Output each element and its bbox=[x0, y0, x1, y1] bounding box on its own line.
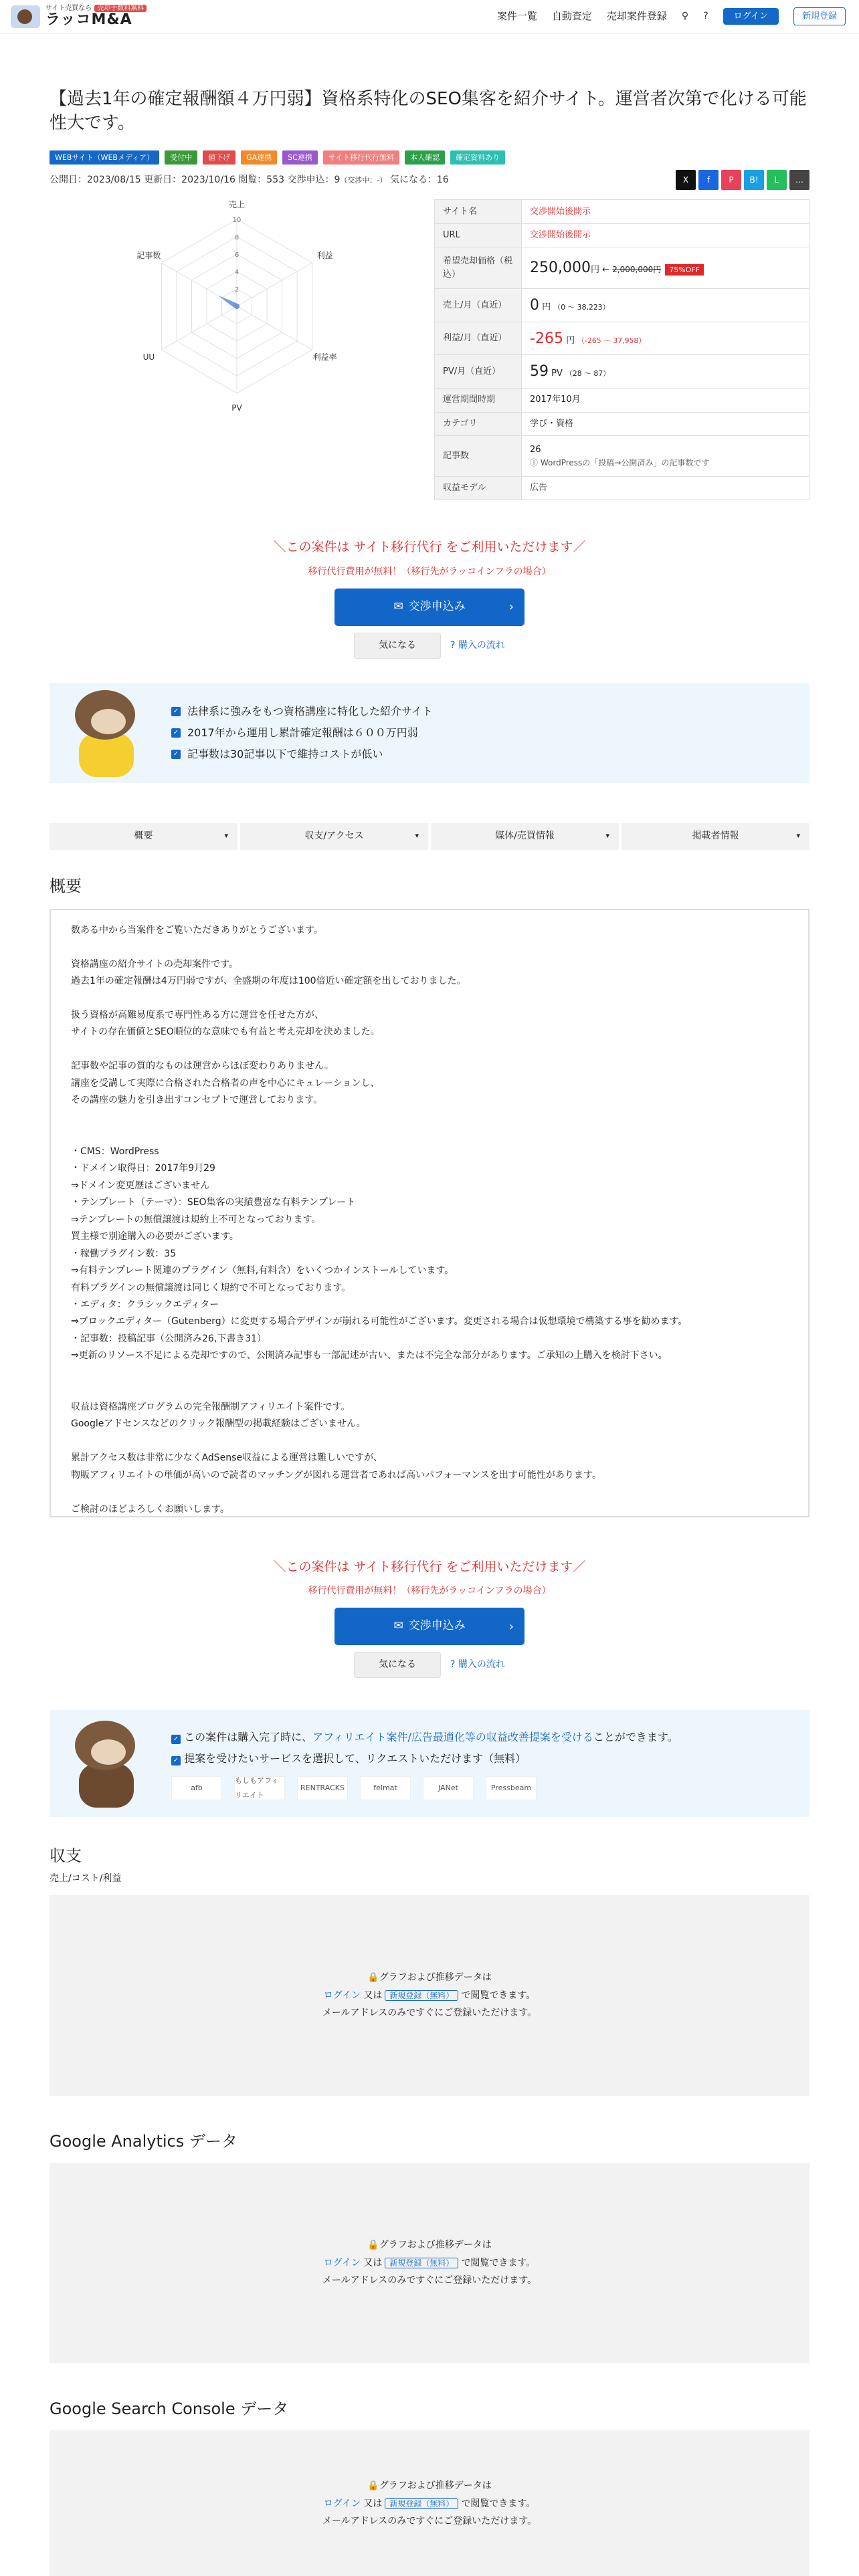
listing-meta bbox=[50, 173, 449, 187]
nav-auto-appraisal[interactable]: 自動査定 bbox=[551, 10, 592, 23]
updated-date: 更新日：2023/10/16 bbox=[144, 174, 235, 185]
metric-range: （28 〜 87） bbox=[565, 369, 610, 379]
x-icon[interactable]: X bbox=[676, 170, 696, 190]
gated-text: グラフおよび推移データは bbox=[379, 2480, 492, 2492]
unit: 円 bbox=[566, 335, 575, 346]
migration-note: 移行代行費用が無料！（移行先がラッコインフラの場合） bbox=[308, 1586, 551, 1597]
tab-revenue-access[interactable] bbox=[240, 823, 428, 850]
search-console-section bbox=[50, 2397, 809, 2576]
nav-listings[interactable]: 案件一覧 bbox=[496, 10, 537, 23]
register-button[interactable]: 新規登録 bbox=[793, 7, 846, 26]
check-icon: ✓ bbox=[171, 728, 181, 738]
tag-badge: 受付中 bbox=[165, 150, 197, 165]
tag-badge: SC連携 bbox=[282, 150, 318, 165]
tab-label: 概要 bbox=[134, 831, 153, 842]
proposal-line bbox=[171, 1748, 678, 1769]
section-title: Google Search Console データ bbox=[50, 2399, 289, 2419]
logo-badge: 売却手数料無料 bbox=[94, 5, 147, 12]
old-price: 2,000,000円 bbox=[612, 265, 662, 275]
lock-icon: 🔒 bbox=[367, 1972, 379, 1983]
gated-chart bbox=[50, 1895, 809, 2096]
overview-text: 数ある中から当案件をご覧いただきありがとうございます。 資格講座の紹介サイトの売却案件です。 過去1年の確定報酬は4万円弱ですが、全盛期の年度は100倍近い確定額を出しておりました。 扱う資格が高難易度系で専門性ある方に運営を任せた方が、 サイトの存在価値とSEO順位的な意味でも有益と考え売却を決めました。 記事数や記事の質的なものは運営からほぼ変わりありません。 講座を受講して実際に合格された合格者の声を中心にキュレーションし、 その講座の魅力を引き出すコンセプトで運営しております。 ・CMS：WordPress ・ドメイン取得日：2017年9月29 ⇒ドメイン変更歴はございません ・テンプレート（テーマ）：SEO集客の実績豊富な有料テンプレート ⇒テンプレートの無償譲渡は規約上不可となっております。 買主様で別途購入の必要がございます。 ・稼働プラグイン数：35 ⇒有料テンプレート関連のプラグイン（無料,有料含）をいくつかインストールしています。 有料プラグインの無償譲渡は同じく規約で不可となっております。 ・エディタ：クラシックエディター ⇒ブロックエディター（Gutenberg）に変更する場合デザインが崩れる可能性がございます。変更される場合は仮想環境で構築する事を勧めます。 ・記事数：投稿記事（公開済み26,下書き31） ⇒更新のリソース不足による売却ですので、公開済み記事も一部記述が古い、または不完全な部分があります。ご承知の上購入を検討下さい。 収益は資格講座プログラムの完全報酬制アフィリエイト案件です。 Googleアドセンスなどのクリック報酬型の掲載経験はございません。 累計アクセス数は非常に少なくAdSense収益による運営は難しいですが、 物販アフィリエイトの単価が高いので読者のマッチングが図れる運営者であれば高いパフォーマンスを出す可能性があります。 ご検討のほどよろしくお願いします。 bbox=[71, 924, 688, 1515]
spec-value bbox=[522, 322, 809, 355]
tab-overview[interactable] bbox=[50, 823, 237, 850]
cta-block bbox=[50, 538, 809, 659]
tag-list bbox=[50, 150, 809, 165]
radar-axis-label: 利益 bbox=[316, 251, 333, 261]
radar-axis-label: PV bbox=[231, 403, 242, 413]
gated-text: メールアドレスのみですぐにご登録いただけます。 bbox=[322, 2008, 537, 2019]
revenue-section bbox=[50, 1844, 809, 2096]
unit: PV bbox=[551, 368, 563, 379]
purchase-flow-label: 購入の流れ bbox=[458, 1659, 505, 1671]
value-text: 交渉開始後開示 bbox=[530, 206, 591, 217]
feature-item bbox=[171, 744, 433, 765]
radar-axis-label: 売上 bbox=[228, 200, 246, 210]
spec-row bbox=[435, 200, 809, 224]
proposal-text: 提案を受けたいサービスを選択して、リクエストいただけます（無料） bbox=[184, 1752, 527, 1765]
share-buttons bbox=[676, 170, 809, 190]
asp-logo: afb bbox=[171, 1776, 222, 1800]
check-icon: ✓ bbox=[171, 707, 181, 716]
migration-banner: ＼この案件は サイト移行代行 をご利用いただけます／ bbox=[273, 1559, 586, 1574]
gated-text: 又は bbox=[363, 2257, 383, 2268]
gated-text: で閲覧できます。 bbox=[461, 1990, 536, 2001]
spec-value bbox=[522, 476, 809, 500]
analytics-section bbox=[50, 2129, 809, 2363]
spec-value bbox=[522, 388, 809, 412]
spec-key: URL bbox=[435, 223, 522, 247]
radar-tick-label: 4 bbox=[234, 269, 240, 277]
metric-range: （0 〜 38,223） bbox=[553, 303, 610, 312]
favorite-button[interactable]: 気になる bbox=[354, 633, 441, 659]
info-icon: ⓘ bbox=[530, 457, 539, 467]
negotiate-button[interactable] bbox=[335, 588, 524, 626]
check-icon: ✓ bbox=[171, 1756, 181, 1765]
check-icon: ✓ bbox=[171, 750, 181, 759]
section-tabs bbox=[50, 823, 809, 850]
gated-text: メールアドレスのみですぐにご登録いただけます。 bbox=[322, 2275, 537, 2286]
lock-icon: 🔒 bbox=[367, 2240, 379, 2251]
discount-badge: 75%OFF bbox=[665, 264, 704, 276]
value-text: 広告 bbox=[530, 483, 548, 494]
gated-text: 又は bbox=[363, 1990, 383, 2001]
logo-mascot-icon bbox=[11, 5, 40, 28]
section-subtitle: 売上/コスト/利益 bbox=[50, 1873, 122, 1885]
more-icon[interactable]: … bbox=[789, 170, 809, 190]
price-value: 250,000 bbox=[530, 259, 591, 277]
spec-key: カテゴリ bbox=[435, 412, 522, 436]
negotiate-button[interactable] bbox=[335, 1608, 524, 1645]
features-box bbox=[50, 683, 809, 783]
proposal-text: ことができます。 bbox=[593, 1731, 678, 1744]
chevron-down-icon: ▾ bbox=[796, 831, 800, 841]
spec-row bbox=[435, 388, 809, 412]
tab-label: 掲載者情報 bbox=[692, 831, 739, 842]
gated-text: グラフおよび推移データは bbox=[379, 1972, 492, 1983]
proposal-link[interactable]: アフィリエイト案件/広告最適化等の収益改善提案を受ける bbox=[312, 1731, 593, 1744]
check-icon: ✓ bbox=[171, 1735, 181, 1744]
value-text: 2017年10月 bbox=[530, 395, 581, 405]
tag-badge: WEBサイト（WEBメディア） bbox=[50, 150, 159, 165]
improvement-proposal-box bbox=[50, 1710, 809, 1817]
question-icon: ? bbox=[450, 639, 456, 651]
radar-tick-label: 8 bbox=[234, 234, 240, 242]
spec-key: 売上/月（直近） bbox=[435, 289, 522, 322]
metric-range: （-265 〜 37,958） bbox=[577, 336, 646, 345]
spec-value bbox=[522, 355, 809, 389]
gated-text: メールアドレスのみですぐにご登録いただけます。 bbox=[322, 2516, 537, 2527]
logo-tagline: サイト売買なら bbox=[45, 4, 92, 12]
feature-item bbox=[171, 722, 433, 744]
logo-name: ラッコM&A bbox=[45, 11, 132, 28]
spec-key: PV/月（直近） bbox=[435, 355, 522, 389]
site-logo[interactable] bbox=[11, 5, 147, 29]
mascot-otter-icon bbox=[62, 686, 155, 780]
radar-spoke bbox=[234, 263, 312, 306]
radar-spoke bbox=[237, 306, 312, 350]
tag-badge: 本人確認 bbox=[405, 150, 445, 165]
migration-banner: ＼この案件は サイト移行代行 をご利用いただけます／ bbox=[273, 540, 586, 555]
question-icon: ? bbox=[450, 1659, 456, 1671]
gated-text: で閲覧できます。 bbox=[461, 2498, 536, 2509]
feature-text: 法律系に強みをもつ資格講座に特化した紹介サイト bbox=[187, 704, 433, 718]
spec-key: 収益モデル bbox=[435, 476, 522, 500]
gated-chart bbox=[50, 2163, 809, 2363]
login-button[interactable]: ログイン bbox=[723, 8, 779, 25]
login-link[interactable]: ログイン bbox=[323, 1990, 361, 2001]
radar-tick-label: 2 bbox=[234, 286, 240, 294]
gated-text: グラフおよび推移データは bbox=[379, 2240, 492, 2251]
metrics-radar-chart bbox=[50, 199, 421, 500]
asp-logo: RENTRACKS bbox=[297, 1776, 348, 1800]
register-link[interactable]: 新規登録（無料） bbox=[385, 2498, 458, 2509]
metric-value: 0 bbox=[530, 297, 540, 314]
purchase-flow-link[interactable] bbox=[450, 1658, 505, 1672]
login-link[interactable]: ログイン bbox=[323, 2257, 361, 2268]
value-text: 交渉開始後開示 bbox=[530, 230, 591, 241]
spec-row bbox=[435, 322, 809, 355]
proposal-text: この案件は購入完了時に、 bbox=[184, 1731, 313, 1744]
spec-row bbox=[435, 289, 809, 322]
negotiating-count: （交渉中：-） bbox=[340, 175, 387, 185]
lock-icon: 🔒 bbox=[367, 2480, 379, 2492]
line-icon[interactable]: L bbox=[767, 170, 787, 190]
spec-value bbox=[522, 436, 809, 476]
tab-seller-info[interactable] bbox=[622, 823, 809, 850]
spec-value bbox=[522, 223, 809, 247]
section-title: 収支 bbox=[50, 1846, 82, 1866]
tag-badge: 値下げ bbox=[203, 150, 235, 165]
chevron-down-icon: ▾ bbox=[605, 831, 609, 841]
nav-register-sale[interactable]: 売却案件登録 bbox=[606, 10, 667, 23]
favorite-button[interactable]: 気になる bbox=[354, 1652, 441, 1678]
spec-row bbox=[435, 412, 809, 436]
tag-badge: 確定資料あり bbox=[450, 150, 505, 165]
chevron-down-icon: ▾ bbox=[224, 831, 228, 841]
register-link[interactable]: 新規登録（無料） bbox=[385, 2258, 458, 2268]
radar-tick-label: 10 bbox=[232, 217, 242, 225]
negotiate-label: 交渉申込み bbox=[408, 599, 466, 613]
spec-key: 利益/月（直近） bbox=[435, 322, 522, 355]
spec-row bbox=[435, 355, 809, 389]
facebook-icon[interactable]: f bbox=[698, 170, 719, 190]
radar-series-area bbox=[218, 296, 240, 310]
asp-logo: もしもアフィリエイト bbox=[234, 1776, 285, 1800]
hatena-icon[interactable]: B! bbox=[744, 170, 764, 190]
spec-value bbox=[522, 289, 809, 322]
mail-icon: ✉ bbox=[393, 1619, 403, 1633]
spec-key: 希望売却価格（税込） bbox=[435, 247, 522, 289]
spec-key: 記事数 bbox=[435, 436, 522, 476]
spec-key: サイト名 bbox=[435, 200, 522, 224]
cta-block-bottom bbox=[50, 1558, 809, 1679]
negotiate-label: 交渉申込み bbox=[408, 1619, 466, 1633]
spec-value bbox=[522, 200, 809, 224]
chevron-right-icon: › bbox=[508, 600, 514, 615]
tab-label: 収支/アクセス bbox=[304, 831, 364, 842]
value-text: 26 bbox=[530, 445, 541, 455]
pocket-icon[interactable]: P bbox=[721, 170, 741, 190]
overview-heading: 概要 bbox=[50, 876, 82, 895]
favorite-count: 気になる：16 bbox=[389, 174, 449, 185]
mail-icon: ✉ bbox=[393, 599, 403, 613]
page-title: 【過去1年の確定報酬額４万円弱】資格系特化のSEO集客を紹介サイト。運営者次第で化ける可能性大です。 bbox=[50, 89, 807, 134]
feature-text: 記事数は30記事以下で維持コストが低い bbox=[187, 747, 383, 760]
overview-box bbox=[50, 909, 809, 1517]
spec-row bbox=[435, 223, 809, 247]
unit: 円 bbox=[542, 302, 551, 313]
asp-logos bbox=[171, 1776, 678, 1800]
metric-value: 59 bbox=[530, 363, 549, 381]
chevron-down-icon: ▾ bbox=[415, 831, 419, 841]
asp-logo: felmat bbox=[360, 1776, 411, 1800]
tag-badge: サイト移行代行無料 bbox=[323, 150, 399, 165]
chevron-right-icon: › bbox=[508, 1619, 514, 1634]
asp-logo: JANet bbox=[423, 1776, 474, 1800]
value-text: 学び・資格 bbox=[530, 419, 574, 429]
radar-axis-label: UU bbox=[142, 352, 155, 362]
published-date: 公開日：2023/08/15 bbox=[50, 174, 141, 185]
radar-axis-label: 記事数 bbox=[136, 251, 161, 261]
section-title: Google Analytics データ bbox=[50, 2132, 237, 2151]
negotiation-count: 交渉申込：9 bbox=[287, 174, 341, 185]
login-link[interactable]: ログイン bbox=[323, 2498, 361, 2509]
feature-item bbox=[171, 701, 433, 722]
spec-key: 運営期間時期 bbox=[435, 388, 522, 412]
spec-table bbox=[434, 199, 809, 500]
view-count: 閲覧：553 bbox=[238, 174, 285, 185]
register-link[interactable]: 新規登録（無料） bbox=[385, 1990, 458, 2001]
gated-chart bbox=[50, 2430, 809, 2576]
search-icon[interactable]: ⚲ bbox=[681, 11, 689, 21]
radar-spoke bbox=[161, 306, 237, 350]
mascot-otter-icon bbox=[62, 1717, 155, 1810]
feature-text: 2017年から運用し累計確定報酬は６００万円弱 bbox=[187, 726, 418, 739]
unit: 円 bbox=[591, 265, 600, 276]
gated-text: 又は bbox=[363, 2498, 383, 2509]
help-icon[interactable]: ? bbox=[703, 11, 708, 21]
migration-note: 移行代行費用が無料！（移行先がラッコインフラの場合） bbox=[308, 566, 551, 577]
purchase-flow-label: 購入の流れ bbox=[458, 639, 505, 651]
asp-logo: Pressbeam bbox=[486, 1776, 537, 1800]
spec-row bbox=[435, 247, 809, 289]
gated-text: で閲覧できます。 bbox=[461, 2257, 536, 2268]
site-header bbox=[0, 0, 859, 33]
purchase-flow-link[interactable] bbox=[450, 639, 505, 653]
spec-value: 250,000円 ← 2,000,000円 75%OFF bbox=[522, 247, 809, 289]
proposal-line bbox=[171, 1727, 678, 1748]
radar-axis-label: 利益率 bbox=[312, 352, 337, 362]
tab-label: 媒体/売買情報 bbox=[495, 831, 555, 842]
value-note: WordPressの「投稿→公開済み」の記事数です bbox=[540, 457, 710, 467]
spec-row bbox=[435, 436, 809, 476]
tab-media-sale-info[interactable] bbox=[431, 823, 619, 850]
spec-value bbox=[522, 412, 809, 436]
global-nav bbox=[497, 7, 848, 26]
metric-value: -265 bbox=[530, 330, 563, 347]
radar-tick-label: 6 bbox=[234, 251, 240, 259]
tag-badge: GA連携 bbox=[241, 150, 277, 165]
spec-row bbox=[435, 476, 809, 500]
